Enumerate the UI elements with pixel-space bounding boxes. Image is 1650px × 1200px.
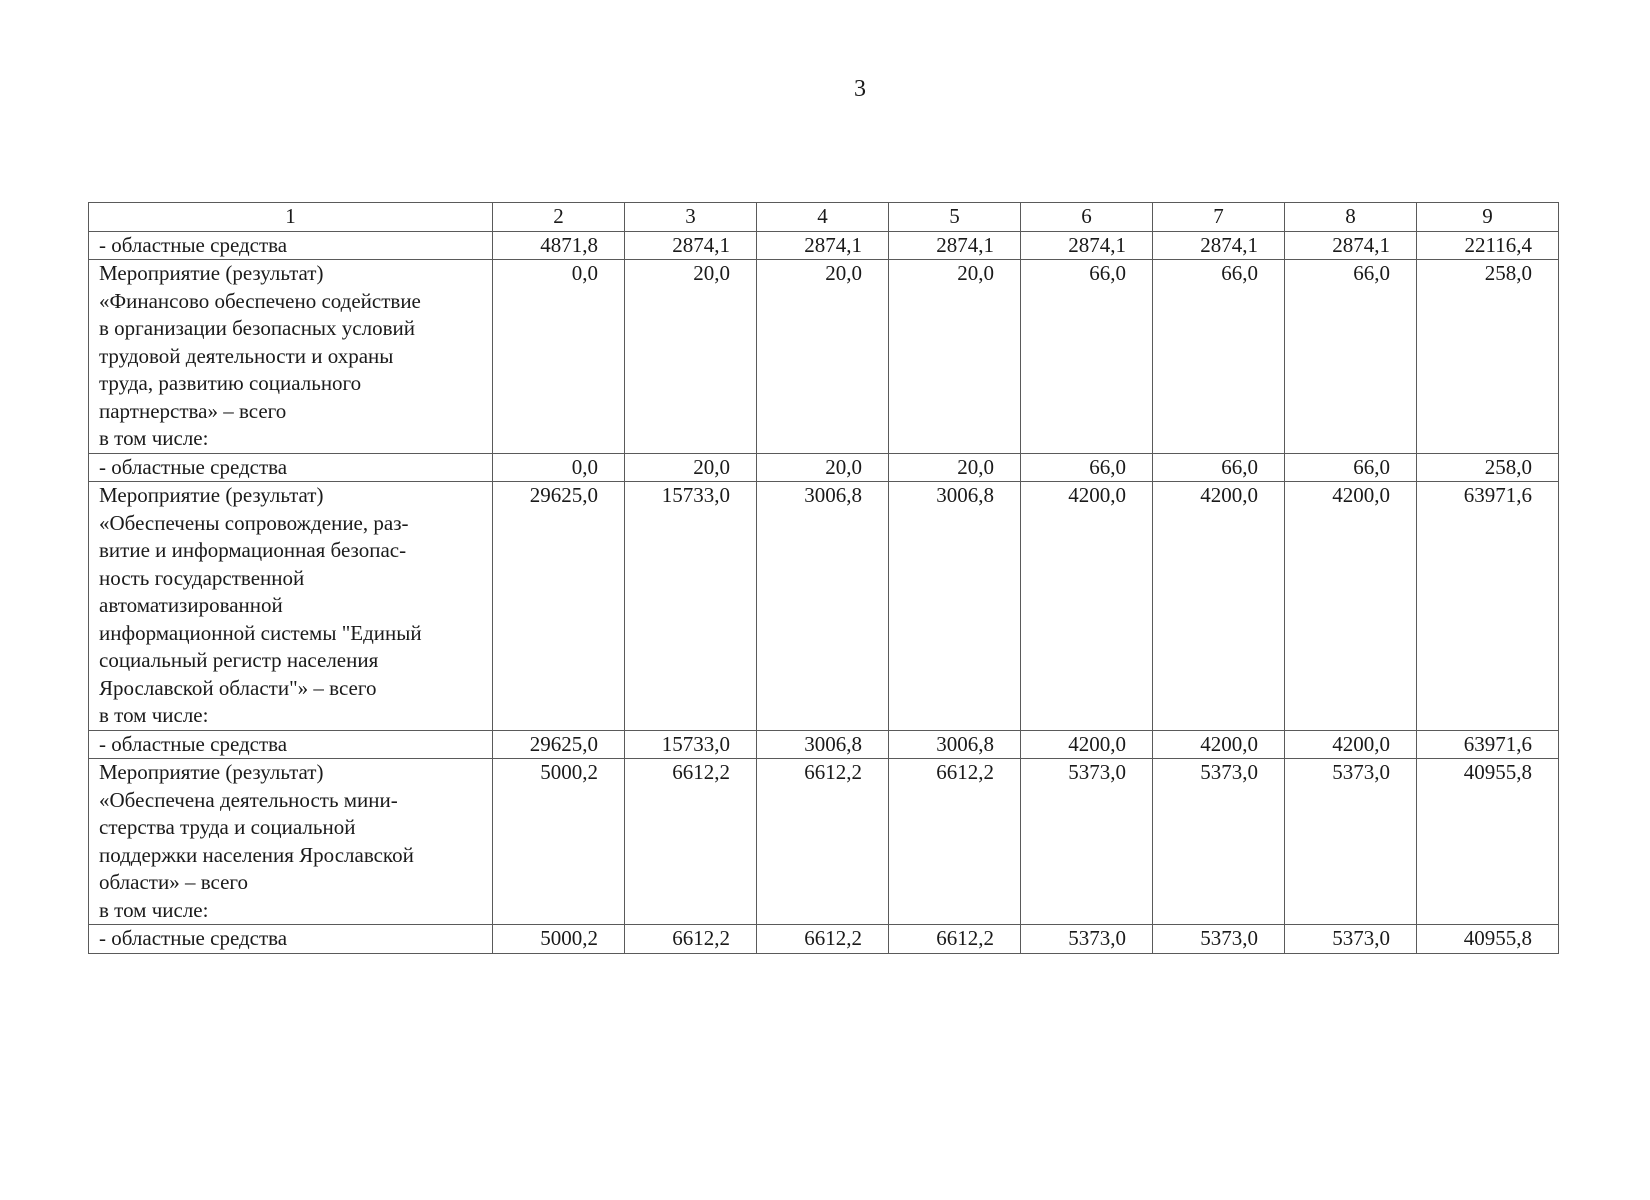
value-cell-col-8: 4200,0 <box>1285 482 1417 731</box>
value-cell-col-8: 4200,0 <box>1285 730 1417 759</box>
row-label <box>89 730 493 759</box>
value-cell-col-5: 6612,2 <box>889 759 1021 925</box>
row-label-line: Мероприятие (результат) <box>99 760 324 784</box>
table-row <box>89 730 1559 759</box>
value-cell-col-5: 3006,8 <box>889 482 1021 731</box>
value-cell-col-3: 20,0 <box>625 260 757 454</box>
row-label-line: поддержки населения Ярославской <box>99 842 414 867</box>
value-cell-col-7: 2874,1 <box>1153 231 1285 260</box>
value-cell-col-4: 20,0 <box>757 453 889 482</box>
value-cell-col-9: 258,0 <box>1417 453 1559 482</box>
value-cell-col-6: 5373,0 <box>1021 759 1153 925</box>
header-cell-7: 7 <box>1153 203 1285 232</box>
row-label-line: «Обеспечены сопровождение, раз- <box>99 510 409 535</box>
value-cell-col-4: 2874,1 <box>757 231 889 260</box>
table-row <box>89 453 1559 482</box>
row-label-line: в организации безопасных условий <box>99 316 415 340</box>
value-cell-col-2: 0,0 <box>493 260 625 454</box>
value-cell-col-8: 2874,1 <box>1285 231 1417 260</box>
header-cell-5: 5 <box>889 203 1021 232</box>
row-label-line: в том числе: <box>99 426 209 450</box>
row-label-line: труда, развитию социального <box>99 371 362 395</box>
value-cell-col-7: 4200,0 <box>1153 730 1285 759</box>
value-cell-col-7: 66,0 <box>1153 453 1285 482</box>
value-cell-col-4: 3006,8 <box>757 482 889 731</box>
value-cell-col-3: 6612,2 <box>625 925 757 954</box>
row-label-line: - областные средства <box>99 232 288 257</box>
value-cell-col-7: 66,0 <box>1153 260 1285 454</box>
value-cell-col-6: 4200,0 <box>1021 730 1153 759</box>
value-cell-col-7: 5373,0 <box>1153 759 1285 925</box>
row-label-line: Мероприятие (результат) <box>99 261 324 285</box>
value-cell-col-6: 2874,1 <box>1021 231 1153 260</box>
value-cell-col-7: 4200,0 <box>1153 482 1285 731</box>
page-number: 3 <box>854 76 866 102</box>
value-cell-col-3: 2874,1 <box>625 231 757 260</box>
row-label-line: области» – всего <box>99 870 248 894</box>
value-cell-col-3: 20,0 <box>625 453 757 482</box>
row-label-line: витие и информационная безопас- <box>99 538 407 562</box>
table-row <box>89 260 1559 454</box>
row-label <box>89 925 493 954</box>
row-label-line: ность государственной <box>99 565 305 590</box>
value-cell-col-3: 15733,0 <box>625 730 757 759</box>
table-row <box>89 231 1559 260</box>
value-cell-col-2: 5000,2 <box>493 925 625 954</box>
value-cell-col-6: 66,0 <box>1021 260 1153 454</box>
row-label-line: трудовой деятельности и охраны <box>99 343 394 368</box>
value-cell-col-3: 6612,2 <box>625 759 757 925</box>
row-label-line: Ярославской области"» – всего <box>99 675 377 700</box>
row-label-line: в том числе: <box>99 897 209 922</box>
row-label-line: информационной системы "Единый <box>99 620 422 645</box>
row-label-line: Мероприятие (результат) <box>99 483 324 507</box>
value-cell-col-2: 29625,0 <box>493 482 625 731</box>
budget-table <box>88 202 1559 954</box>
table-row <box>89 482 1559 731</box>
value-cell-col-8: 5373,0 <box>1285 759 1417 925</box>
header-row <box>89 203 1559 232</box>
row-label-line: в том числе: <box>99 703 209 727</box>
row-label-line: - областные средства <box>99 731 288 756</box>
row-label <box>89 260 493 454</box>
value-cell-col-2: 0,0 <box>493 453 625 482</box>
row-label-line: - областные средства <box>99 454 288 479</box>
value-cell-col-2: 29625,0 <box>493 730 625 759</box>
header-cell-2: 2 <box>493 203 625 232</box>
row-label-line: «Финансово обеспечено содействие <box>99 288 421 313</box>
value-cell-col-5: 2874,1 <box>889 231 1021 260</box>
table-body <box>89 231 1559 953</box>
value-cell-col-9: 22116,4 <box>1417 231 1559 260</box>
row-label <box>89 482 493 731</box>
header-cell-3: 3 <box>625 203 757 232</box>
header-cell-9: 9 <box>1417 203 1559 232</box>
value-cell-col-5: 3006,8 <box>889 730 1021 759</box>
value-cell-col-9: 63971,6 <box>1417 482 1559 731</box>
value-cell-col-5: 6612,2 <box>889 925 1021 954</box>
value-cell-col-6: 66,0 <box>1021 453 1153 482</box>
row-label-line: - областные средства <box>99 926 288 950</box>
value-cell-col-2: 5000,2 <box>493 759 625 925</box>
value-cell-col-9: 40955,8 <box>1417 759 1559 925</box>
value-cell-col-9: 258,0 <box>1417 260 1559 454</box>
value-cell-col-6: 5373,0 <box>1021 925 1153 954</box>
value-cell-col-8: 5373,0 <box>1285 925 1417 954</box>
value-cell-col-4: 6612,2 <box>757 759 889 925</box>
value-cell-col-4: 20,0 <box>757 260 889 454</box>
header-cell-8: 8 <box>1285 203 1417 232</box>
value-cell-col-5: 20,0 <box>889 260 1021 454</box>
row-label-line: автоматизированной <box>99 593 283 617</box>
row-label-line: «Обеспечена деятельность мини- <box>99 787 398 812</box>
header-cell-1: 1 <box>89 203 493 232</box>
row-label-line: партнерства» – всего <box>99 398 287 423</box>
row-label <box>89 453 493 482</box>
table-header <box>89 203 1559 232</box>
header-cell-4: 4 <box>757 203 889 232</box>
value-cell-col-9: 63971,6 <box>1417 730 1559 759</box>
value-cell-col-6: 4200,0 <box>1021 482 1153 731</box>
value-cell-col-7: 5373,0 <box>1153 925 1285 954</box>
value-cell-col-4: 3006,8 <box>757 730 889 759</box>
row-label <box>89 231 493 260</box>
value-cell-col-8: 66,0 <box>1285 453 1417 482</box>
row-label <box>89 759 493 925</box>
value-cell-col-4: 6612,2 <box>757 925 889 954</box>
value-cell-col-8: 66,0 <box>1285 260 1417 454</box>
value-cell-col-9: 40955,8 <box>1417 925 1559 954</box>
header-cell-6: 6 <box>1021 203 1153 232</box>
row-label-line: социальный регистр населения <box>99 648 379 672</box>
table-row <box>89 759 1559 925</box>
value-cell-col-2: 4871,8 <box>493 231 625 260</box>
table-row <box>89 925 1559 954</box>
value-cell-col-3: 15733,0 <box>625 482 757 731</box>
row-label-line: стерства труда и социальной <box>99 815 356 839</box>
value-cell-col-5: 20,0 <box>889 453 1021 482</box>
